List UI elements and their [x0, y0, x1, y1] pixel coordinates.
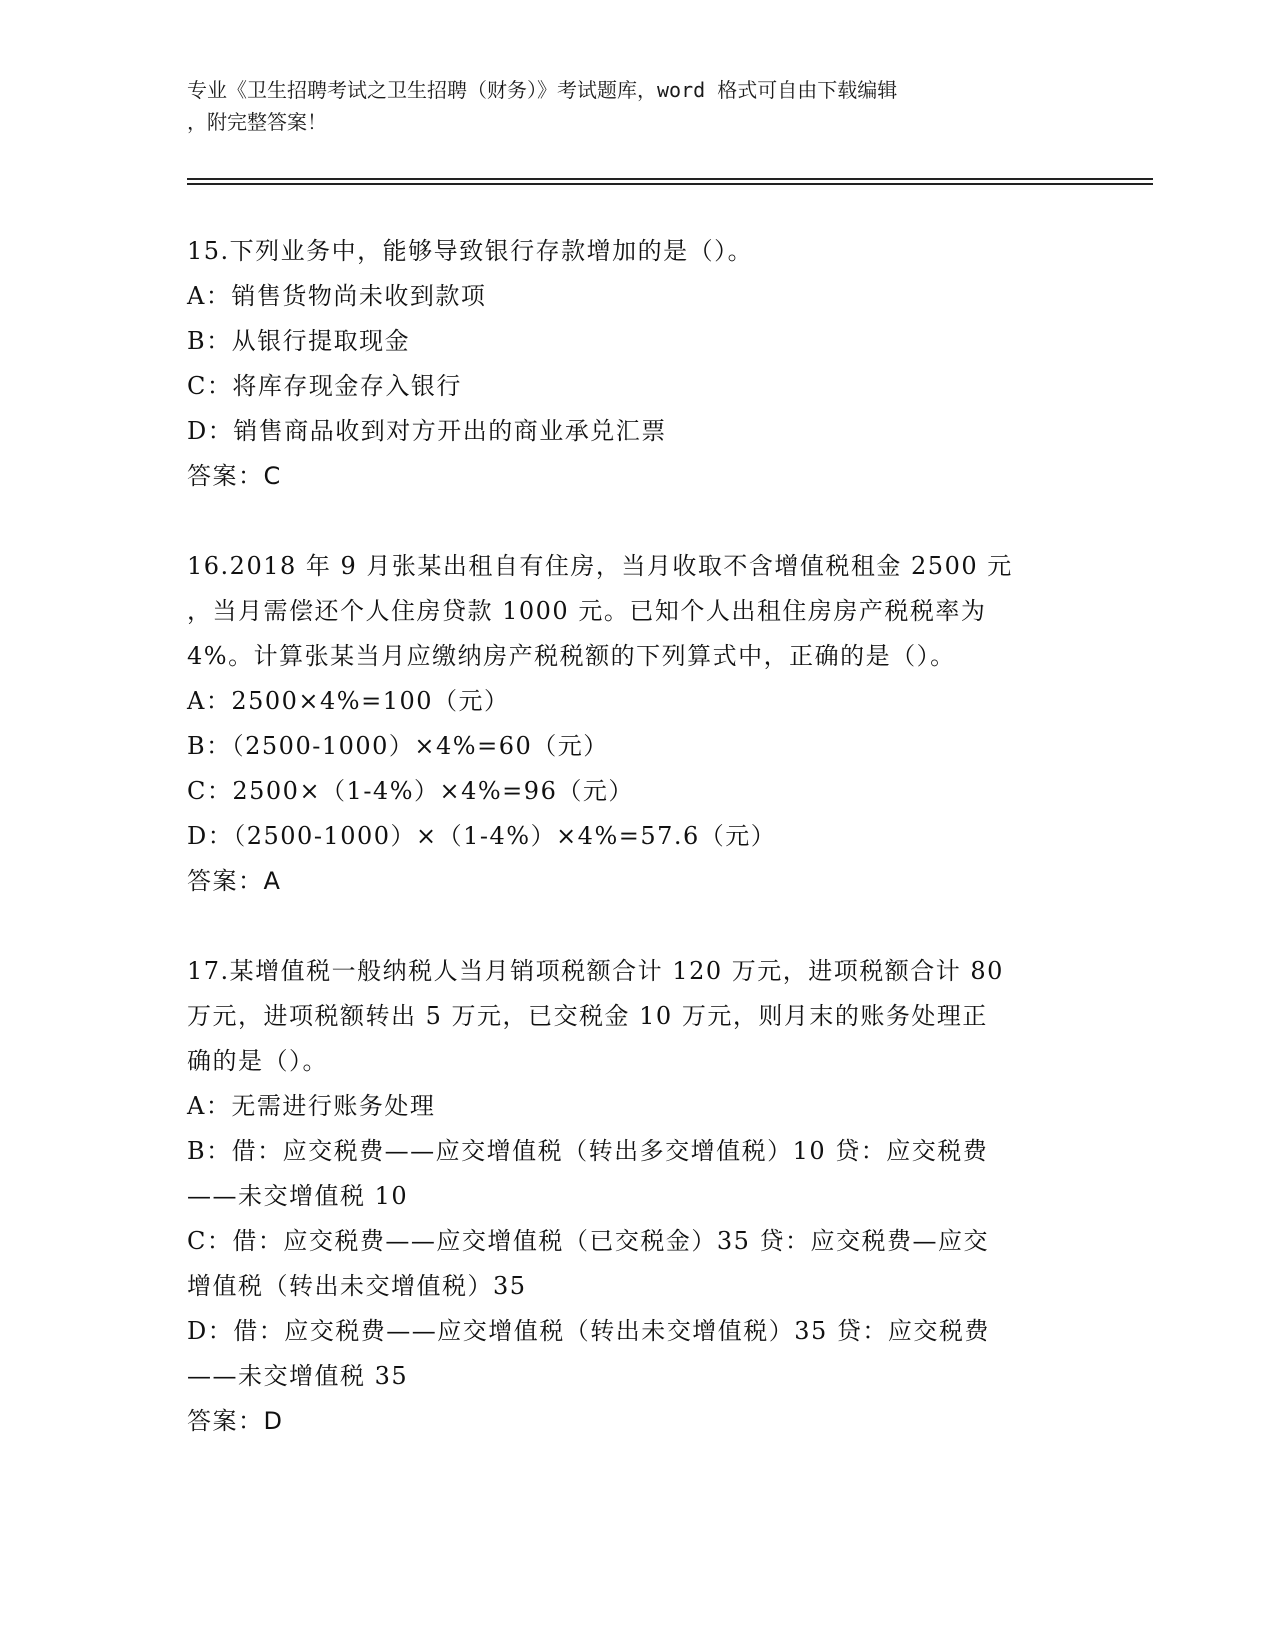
option-a: A：无需进行账务处理 [187, 1092, 436, 1120]
option-d: D：销售商品收到对方开出的商业承兑汇票 [187, 417, 667, 445]
question-stem: 万元，进项税额转出 5 万元，已交税金 10 万元，则月末的账务处理正 [187, 1002, 988, 1030]
answer-label: 答案：D [187, 1407, 284, 1435]
option-a: A：2500×4%=100（元） [187, 687, 510, 715]
option-b-continued: ——未交增值税 10 [187, 1182, 409, 1210]
spacer [187, 499, 1087, 544]
option-c-continued: 增值税（转出未交增值税）35 [187, 1272, 527, 1300]
option-c: C：将库存现金存入银行 [187, 372, 462, 400]
option-b: B：从银行提取现金 [187, 327, 411, 355]
question-stem: ，当月需偿还个人住房贷款 1000 元。已知个人出租住房房产税税率为 [187, 597, 987, 625]
question-stem: 4%。计算张某当月应缴纳房产税税额的下列算式中，正确的是（）。 [187, 642, 956, 670]
question-17 [187, 949, 1087, 1444]
header-divider-bottom [187, 183, 1153, 185]
header-line-1: 专业《卫生招聘考试之卫生招聘（财务）》考试题库，word 格式可自由下载编辑 [187, 78, 898, 102]
question-stem: 17.某增值税一般纳税人当月销项税额合计 120 万元，进项税额合计 80 [187, 957, 1004, 985]
option-b: B：借：应交税费——应交增值税（转出多交增值税）10 贷：应交税费 [187, 1137, 989, 1165]
option-d: D：借：应交税费——应交增值税（转出未交增值税）35 贷：应交税费 [187, 1317, 990, 1345]
header-line-2: ，附完整答案！ [187, 110, 327, 134]
question-16 [187, 544, 1087, 904]
document-header [187, 74, 1087, 138]
answer-label: 答案：A [187, 867, 282, 895]
question-stem: 16.2018 年 9 月张某出租自有住房，当月收取不含增值税租金 2500 元 [187, 552, 1013, 580]
question-list [187, 229, 1087, 1444]
option-d: D：（2500-1000）×（1-4%）×4%=57.6（元） [187, 822, 777, 850]
option-c: C：借：应交税费——应交增值税（已交税金）35 贷：应交税费—应交 [187, 1227, 990, 1255]
header-divider-top [187, 178, 1153, 180]
option-c: C：2500×（1-4%）×4%=96（元） [187, 777, 634, 805]
question-stem: 15.下列业务中，能够导致银行存款增加的是（）。 [187, 237, 754, 265]
option-b: B：（2500-1000）×4%=60（元） [187, 732, 609, 760]
option-d-continued: ——未交增值税 35 [187, 1362, 409, 1390]
question-stem: 确的是（）。 [187, 1047, 328, 1075]
answer-label: 答案：C [187, 462, 282, 490]
question-15 [187, 229, 1087, 499]
spacer [187, 904, 1087, 949]
option-a: A：销售货物尚未收到款项 [187, 282, 487, 310]
